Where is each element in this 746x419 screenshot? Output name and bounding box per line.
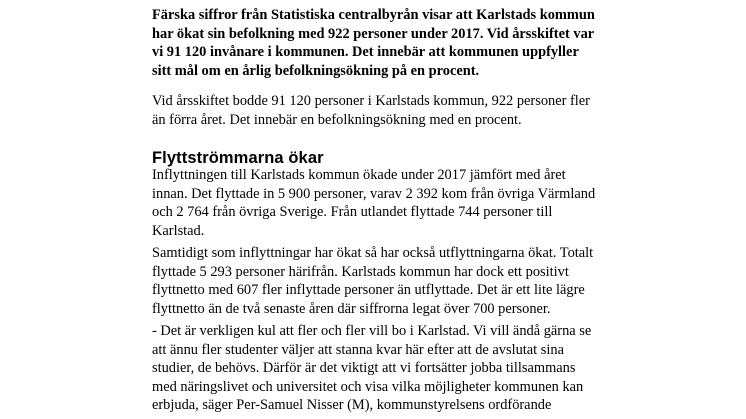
quote-paragraph (152, 322, 604, 415)
text-line: Färska siffror från Statistiska centralbyrån visar att Karlstads kommun (152, 7, 595, 23)
text-line: har ökat sin befolkning med 922 personer under 2017. Vid årsskiftet var (152, 25, 595, 42)
text-line: erbjuda, säger Per-Samuel Nisser (M), kommunstyrelsens ordförande (152, 397, 552, 414)
lead-paragraph (152, 6, 604, 80)
text-line: studier, de behövs. Därför är det viktigt att vi fortsätter jobba tillsammans (152, 360, 576, 377)
text-line: med näringslivet och universitet och visa vilka möjligheter kommunen kan (152, 378, 584, 395)
text-line: Vid årsskiftet bodde 91 120 personer i Karlstads kommun, 922 personer fler (152, 93, 590, 109)
text-line: Karlstad. (152, 222, 205, 239)
inflow-paragraph (152, 166, 604, 240)
text-line: vi 91 120 invånare i kommunen. Det innebär att kommunen uppfyller (152, 44, 579, 61)
text-line: flyttade 5 293 personer härifrån. Karlstads kommun har dock ett positivt (152, 263, 569, 280)
section-heading: Flyttströmmarna ökar (152, 149, 324, 167)
text-line: sitt mål om en årlig befolkningsökning på en procent. (152, 62, 480, 79)
outflow-paragraph (152, 244, 604, 318)
text-line: - Det är verkligen kul att fler och fler vill bo i Karlstad. Vi vill ändå gärna se (152, 323, 592, 339)
text-line: Inflyttningen till Karlstads kommun ökade under 2017 jämfört med året (152, 167, 566, 183)
intro-paragraph (152, 92, 604, 129)
text-line: flyttnetto med 607 fler inflyttade personer än utflyttade. Det är ett lite lägre (152, 282, 585, 299)
text-line: Samtidigt som inflyttningar har ökat så har också utflyttningarna ökat. Totalt (152, 245, 594, 261)
text-line: flyttnetto än de två senaste åren där siffrorna legat över 700 personer. (152, 300, 551, 317)
text-line: än förra året. Det innebär en befolkningsökning med en procent. (152, 111, 522, 128)
text-line: att ännu fler studenter väljer att stanna kvar här efter att de avslutat sina (152, 341, 564, 358)
text-line: innan. Det flyttade in 5 900 personer, varav 2 392 kom från övriga Värmland (152, 185, 596, 202)
text-line: och 2 764 från övriga Sverige. Från utlandet flyttade 744 personer till (152, 204, 553, 221)
